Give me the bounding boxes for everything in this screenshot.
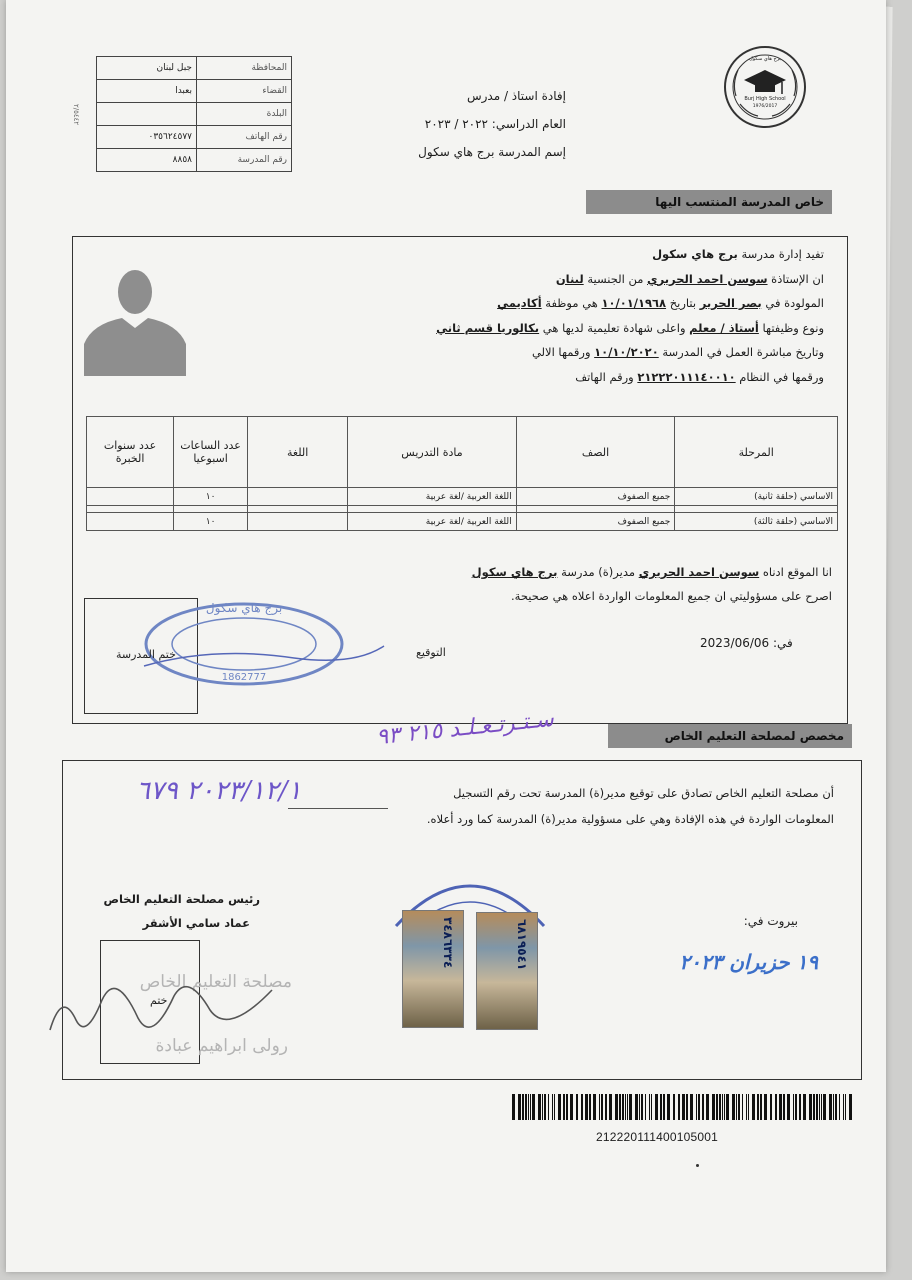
principal-declaration: انا الموقع ادناه سوسن احمد الحريري مدير(ة) مدرسة برج هاي سكول اصرح على مسؤوليتي ان جميع المعلومات الواردة اعلاه هي صحيحة. (446, 560, 832, 608)
barcode-bar (622, 1094, 624, 1120)
barcode-bar (538, 1094, 541, 1120)
head-signature (42, 960, 282, 1050)
registration-number-handwritten: ٢٠٢٣/١٢/١ ٦٧٩ (136, 776, 302, 806)
barcode-bar (843, 1094, 844, 1120)
barcode-bar (682, 1094, 685, 1120)
barcode-bar (760, 1094, 762, 1120)
barcode-bar (570, 1094, 573, 1120)
table-cell: اللغة العربية /لغة عربية (348, 488, 516, 506)
barcode-bar (619, 1094, 621, 1120)
table-cell: ١٠ (174, 488, 248, 506)
barcode-bar (783, 1094, 785, 1120)
info-label: المحافظة (197, 57, 292, 80)
barcode-bar (712, 1094, 715, 1120)
head-title: رئيس مصلحة التعليم الخاص (103, 892, 260, 906)
document-sheet (6, 0, 886, 1272)
signature-label: التوقيع (416, 646, 446, 659)
barcode-bar (799, 1094, 801, 1120)
school-stamp (134, 596, 394, 696)
barcode-bar (629, 1094, 632, 1120)
barcode-number: 212220111400105001 (596, 1130, 718, 1144)
info-value: ٠٣٥٦٢٤٥٧٧ (97, 126, 197, 149)
barcode-bar (752, 1094, 755, 1120)
barcode-bar (833, 1094, 834, 1120)
table-cell: الاساسي (حلقة ثانية) (675, 488, 838, 506)
table-cell (87, 513, 174, 531)
declaration-school-name: برج هاي سكول (471, 565, 558, 579)
school-name: برج هاي سكول (652, 247, 738, 261)
info-value: بعبدا (97, 80, 197, 103)
barcode-bar (601, 1094, 603, 1120)
barcode-bar (795, 1094, 797, 1120)
barcode-bar (566, 1094, 568, 1120)
barcode-bar (716, 1094, 718, 1120)
revenue-stamp-1: ٣٤٨٦٣٣٤ (402, 910, 464, 1028)
barcode-bar (813, 1094, 815, 1120)
info-row (97, 80, 292, 103)
academic-year: العام الدراسي: ٢٠٢٢ / ٢٠٢٣ (424, 117, 566, 131)
barcode-bar (585, 1094, 588, 1120)
info-row (97, 149, 292, 172)
barcode-bar (667, 1094, 670, 1120)
ministry-stamp-name: رولى ابراهيم عبادة (155, 1036, 288, 1056)
table-cell (87, 488, 174, 506)
barcode-bar (558, 1094, 561, 1120)
barcode-bar (764, 1094, 767, 1120)
barcode-bar (542, 1094, 543, 1120)
barcode-bar (775, 1094, 777, 1120)
barcode-bar (563, 1094, 565, 1120)
barcode-bar (530, 1094, 531, 1120)
barcode-bar (639, 1094, 640, 1120)
barcode-bar (722, 1094, 723, 1120)
barcode-bar (645, 1094, 646, 1120)
table-row (87, 488, 838, 506)
barcode-bar (518, 1094, 521, 1120)
ministry-stamp-label: ختم (150, 994, 168, 1007)
barcode-bar (839, 1094, 840, 1120)
employee-role: أكاديمي (497, 296, 542, 310)
barcode-bar (793, 1094, 794, 1120)
birth-date: ١٠/٠١/١٩٦٨ (601, 296, 667, 310)
barcode-bar (690, 1094, 693, 1120)
revenue-stamp-2: ٦٨١٩٥٤١ (476, 912, 538, 1030)
barcode-bar (787, 1094, 790, 1120)
barcode-bar (589, 1094, 591, 1120)
barcode-bar (544, 1094, 546, 1120)
barcode-bar (528, 1094, 529, 1120)
barcode-bar (738, 1094, 740, 1120)
document-barcode (512, 1094, 852, 1120)
barcode-bar (625, 1094, 626, 1120)
table-cell (248, 513, 348, 531)
barcode-bar (512, 1094, 515, 1120)
table-cell: الاساسي (حلقة ثالثة) (675, 513, 838, 531)
job-type: أستاذ / معلم (689, 320, 759, 335)
barcode-bar (686, 1094, 688, 1120)
date-value: 2023/06/06 (700, 636, 770, 650)
barcode-bar (746, 1094, 747, 1120)
barcode-bar (702, 1094, 704, 1120)
info-value: ٨٨٥٨ (97, 149, 197, 172)
barcode-bar (649, 1094, 650, 1120)
barcode-bar (696, 1094, 697, 1120)
section1-header: خاص المدرسة المنتسب اليها (586, 190, 832, 214)
barcode-bar (757, 1094, 759, 1120)
side-note: ٢/٥٤٤٢ (72, 104, 80, 126)
document-header (386, 82, 566, 166)
stamp-number: 1862777 (221, 672, 267, 683)
barcode-bar (552, 1094, 553, 1120)
info-value (97, 103, 197, 126)
barcode-bar (809, 1094, 812, 1120)
page-dot (696, 1164, 699, 1167)
barcode-bar (522, 1094, 524, 1120)
barcode-bar (849, 1094, 852, 1120)
barcode-bar (627, 1094, 628, 1120)
barcode-bar (532, 1094, 535, 1120)
barcode-bar (819, 1094, 820, 1120)
barcode-bar (736, 1094, 737, 1120)
barcode-bar (605, 1094, 607, 1120)
registration-underline (288, 808, 388, 809)
barcode-bar (742, 1094, 743, 1120)
logo-text-mid: Burj High School (744, 96, 786, 102)
info-row (97, 57, 292, 80)
date-label: في: (773, 636, 793, 650)
table-header: الصف (516, 417, 675, 488)
place-date-label: بيروت في: (743, 914, 798, 928)
ratification-line1: أن مصلحة التعليم الخاص تصادق على توقيع مدير(ة) المدرسة تحت رقم التسجيل (453, 786, 834, 800)
section2-header: مخصص لمصلحة التعليم الخاص (608, 724, 852, 748)
barcode-bar (663, 1094, 665, 1120)
barcode-bar (548, 1094, 549, 1120)
table-cell: ١٠ (174, 513, 248, 531)
document-title: إفادة استاذ / مدرس (466, 89, 566, 103)
barcode-bar (719, 1094, 721, 1120)
barcode-bar (525, 1094, 527, 1120)
barcode-bar (698, 1094, 700, 1120)
table-cell: جميع الصفوف (516, 513, 675, 531)
table-header: مادة التدريس (348, 417, 516, 488)
declaration-date (700, 636, 793, 650)
table-cell: اللغة العربية /لغة عربية (348, 513, 516, 531)
barcode-bar (576, 1094, 578, 1120)
person-photo-placeholder (84, 262, 186, 376)
info-row (97, 126, 292, 149)
table-cell (248, 488, 348, 506)
barcode-bar (678, 1094, 680, 1120)
employment-statement: تفيد إدارة مدرسة برج هاي سكول ان الإستاذة سوسن احمد الحريري من الجنسية لبنان المولودة في بصر الحرير بتاريخ ١٠/٠١/١٩٦٨ هي موظفة أكاديمي ونوع وظيفتها أستاذ / معلم واعلى شهادة تعليمية لديها هي بكالوريا قسم ثاني وتاريخ مباشرة العمل في المدرسة ١٠/١٠/٢٠٢٠ ورقمها الالي ورقمها في النظام ٢١٢٢٢٠١١١٤٠٠١٠ ورقم الهاتف (436, 247, 824, 384)
barcode-bar (726, 1094, 729, 1120)
barcode-bar (732, 1094, 735, 1120)
principal-name: سوسن احمد الحريري (638, 565, 760, 579)
barcode-bar (748, 1094, 749, 1120)
school-name-line: إسم المدرسة برج هاي سكول (418, 145, 566, 159)
barcode-bar (835, 1094, 837, 1120)
barcode-bar (609, 1094, 612, 1120)
barcode-bar (660, 1094, 662, 1120)
table-header: عدد سنوات الخبرة (87, 417, 174, 488)
info-row (97, 103, 292, 126)
logo-text-bottom: 1976/2017 (752, 104, 778, 109)
barcode-bar (845, 1094, 846, 1120)
birth-place: بصر الحرير (699, 296, 762, 310)
barcode-bar (823, 1094, 826, 1120)
stamp-school-text: برج هاي سكول (205, 601, 283, 615)
ministry-stamp-text: مصلحة التعليم الخاص (139, 972, 292, 992)
table-header: اللغة (248, 417, 348, 488)
info-value: جبل لبنان (97, 57, 197, 80)
barcode-bar (673, 1094, 675, 1120)
system-number: ٢١٢٢٢٠١١١٤٠٠١٠ (637, 369, 736, 384)
info-label: رقم المدرسة (197, 149, 292, 172)
graduation-cap-icon (744, 70, 786, 94)
declaration-text: اصرح على مسؤوليتي ان جميع المعلومات الواردة اعلاه هي صحيحة. (511, 589, 832, 603)
barcode-bar (803, 1094, 806, 1120)
barcode-bar (655, 1094, 658, 1120)
table-header: عدد الساعات اسبوعيا (174, 417, 248, 488)
school-logo (722, 44, 808, 130)
barcode-bar (581, 1094, 583, 1120)
info-label: البلدة (197, 103, 292, 126)
barcode-bar (821, 1094, 822, 1120)
teaching-table (86, 416, 838, 531)
nationality: لبنان (555, 271, 584, 286)
barcode-bar (724, 1094, 725, 1120)
table-cell: جميع الصفوف (516, 488, 675, 506)
barcode-bar (816, 1094, 818, 1120)
place-date-handwritten: ١٩ حزيران ٢٠٢٣ (679, 950, 818, 974)
info-label: القضاء (197, 80, 292, 103)
barcode-bar (593, 1094, 596, 1120)
barcode-bar (829, 1094, 832, 1120)
barcode-bar (641, 1094, 643, 1120)
degree: بكالوريا قسم ثاني (436, 320, 540, 335)
barcode-bar (554, 1094, 555, 1120)
head-name: عماد سامي الأشقر (142, 916, 250, 930)
barcode-bar (770, 1094, 772, 1120)
table-row-spacer (87, 506, 838, 513)
logo-text-top: برج هاي سكول (749, 56, 781, 62)
info-label: رقم الهاتف (197, 126, 292, 149)
table-header: المرحلة (675, 417, 838, 488)
teacher-name: سوسن احمد الحريري (647, 271, 768, 286)
barcode-bar (779, 1094, 782, 1120)
ratification-line2: المعلومات الواردة في هذه الإفادة وهي على مسؤولية مدير(ة) المدرسة كما ورد أعلاه. (426, 812, 834, 826)
table-row (87, 513, 838, 531)
barcode-bar (651, 1094, 652, 1120)
barcode-bar (599, 1094, 600, 1120)
school-info-table (96, 56, 292, 172)
barcode-bar (615, 1094, 618, 1120)
handwritten-note: سـتـرتـعـلـد ٢١٥ ٩٣ (375, 706, 555, 751)
school-stamp-label: ختم المدرسة (116, 648, 176, 661)
barcode-bar (706, 1094, 709, 1120)
barcode-bar (635, 1094, 638, 1120)
start-date: ١٠/١٠/٢٠٢٠ (594, 345, 659, 359)
